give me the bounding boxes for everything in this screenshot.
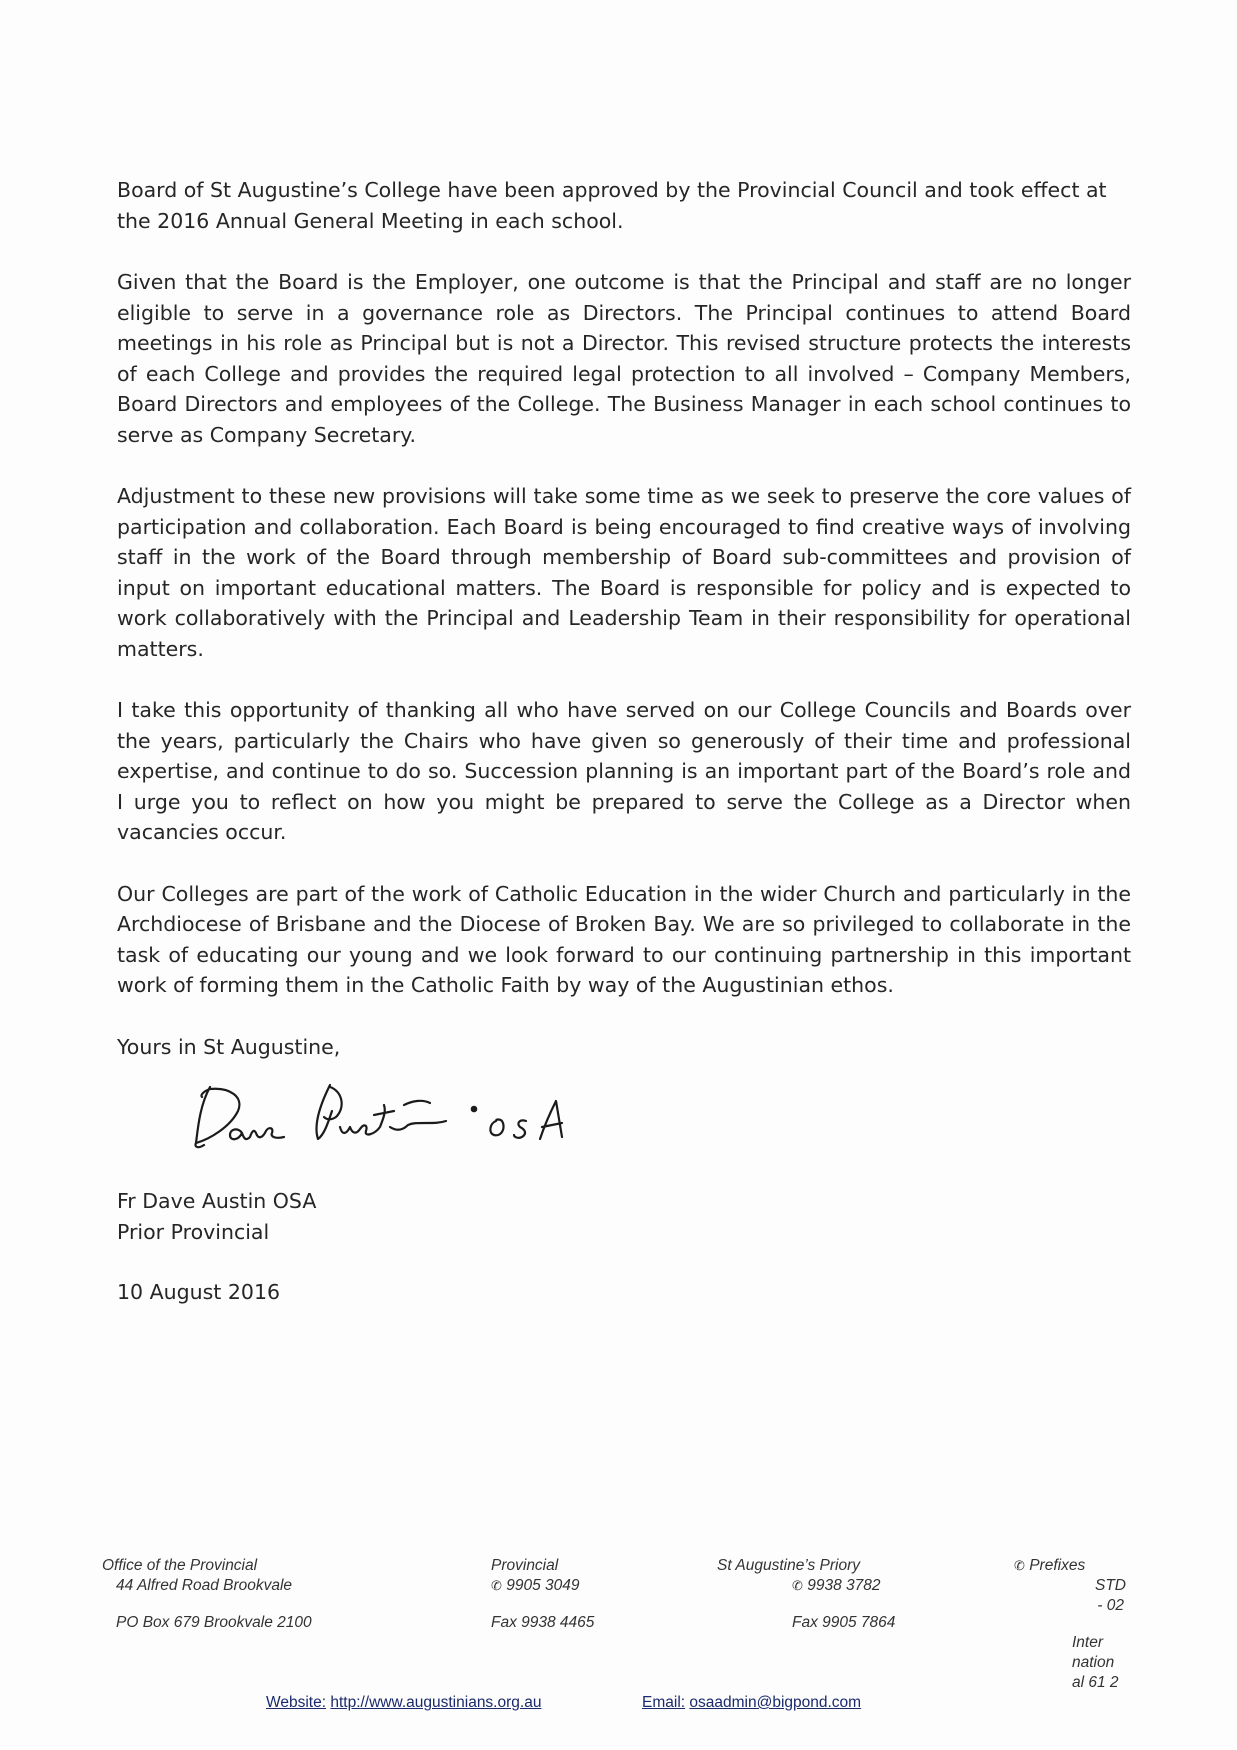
signatory-title: Prior Provincial: [117, 1219, 270, 1244]
website-url[interactable]: http://www.augustinians.org.au: [330, 1694, 542, 1711]
email-link[interactable]: [642, 1694, 861, 1712]
email-label: Email:: [642, 1694, 686, 1711]
paragraph-5: Our Colleges are part of the work of Catholic Education in the wider Church and particularly in the Archdiocese of Brisbane and the Diocese of Broken Bay. We are so privileged to collaborate in the task of educating our young and we look forward to our continuing partnership in this important work of forming them in the Catholic Faith by way of the Augustinian ethos.: [117, 881, 1131, 997]
signatory-name: Fr Dave Austin OSA: [117, 1189, 317, 1213]
prefix-std-code: - 02: [1097, 1597, 1124, 1614]
prefix-intl-2: nation: [1072, 1654, 1115, 1671]
priory-fax: Fax 9905 7864: [792, 1614, 896, 1631]
phone-icon: ✆: [792, 1578, 803, 1593]
prefix-intl-3: al 61 2: [1072, 1674, 1119, 1691]
office-heading: Office of the Provincial: [102, 1557, 258, 1574]
provincial-heading: Provincial: [491, 1557, 559, 1574]
footer-provincial: [491, 1556, 594, 1633]
paragraph-2: Given that the Board is the Employer, one outcome is that the Principal and staff are no longer eligible to serve in a governance role as Directors. The Principal continues to attend Board meetings in his role as Principal but is not a Director. This revised structure protects the interests of each College and provides the required legal protection to all involved – Company Members, Board Directors and employees of the College. The Business Manager in each school continues to serve as Company Secretary.: [117, 270, 1131, 447]
prefixes-heading: Prefixes: [1029, 1557, 1086, 1574]
footer-office: [102, 1556, 312, 1633]
letter-date: 10 August 2016: [117, 1280, 281, 1304]
provincial-phone-line: [491, 1576, 594, 1596]
prefix-std-label: STD: [1095, 1577, 1126, 1594]
handwritten-signature: [190, 1065, 610, 1165]
phone-icon: ✆: [1014, 1558, 1025, 1573]
website-label: Website:: [266, 1694, 327, 1711]
phone-icon: ✆: [491, 1578, 502, 1593]
paragraph-1: Board of St Augustine’s College have been approved by the Provincial Council and took effect at the 2016 Annual General Meeting in each school.: [117, 178, 1107, 233]
email-address[interactable]: osaadmin@bigpond.com: [689, 1694, 862, 1711]
office-po-box: PO Box 679 Brookvale 2100: [116, 1614, 312, 1631]
footer-priory: [717, 1556, 895, 1633]
signatory-block: [117, 1186, 316, 1247]
website-link[interactable]: [266, 1694, 541, 1712]
priory-heading: St Augustine’s Priory: [717, 1557, 861, 1574]
paragraph-4: I take this opportunity of thanking all who have served on our College Councils and Boards over the years, particularly the Chairs who have given so generously of their time and professional expertise, and continue to do so. Succession planning is an important part of the Board’s role and I urge you to reflect on how you might be prepared to serve the College as a Director when vacancies occur.: [117, 698, 1131, 844]
provincial-fax: Fax 9938 4465: [491, 1614, 595, 1631]
prefixes-heading-line: [1014, 1556, 1126, 1576]
paragraph-3: Adjustment to these new provisions will take some time as we seek to preserve the core values of participation and collaboration. Each Board is being encouraged to find creative ways of involving staff in the work of the Board through membership of Board sub-committees and provision of input on important educational matters. The Board is responsible for policy and is expected to work collaboratively with the Principal and Leadership Team in their responsibility for operational matters.: [117, 484, 1131, 661]
priory-phone: 9938 3782: [807, 1577, 881, 1594]
priory-phone-line: [717, 1576, 895, 1596]
letter-body: [117, 175, 1131, 1062]
closing-salutation: Yours in St Augustine,: [117, 1034, 341, 1059]
office-address: 44 Alfred Road Brookvale: [116, 1577, 293, 1594]
prefix-intl-1: Inter: [1072, 1634, 1104, 1651]
provincial-phone: 9905 3049: [506, 1577, 580, 1594]
footer-prefixes: [1014, 1556, 1126, 1693]
